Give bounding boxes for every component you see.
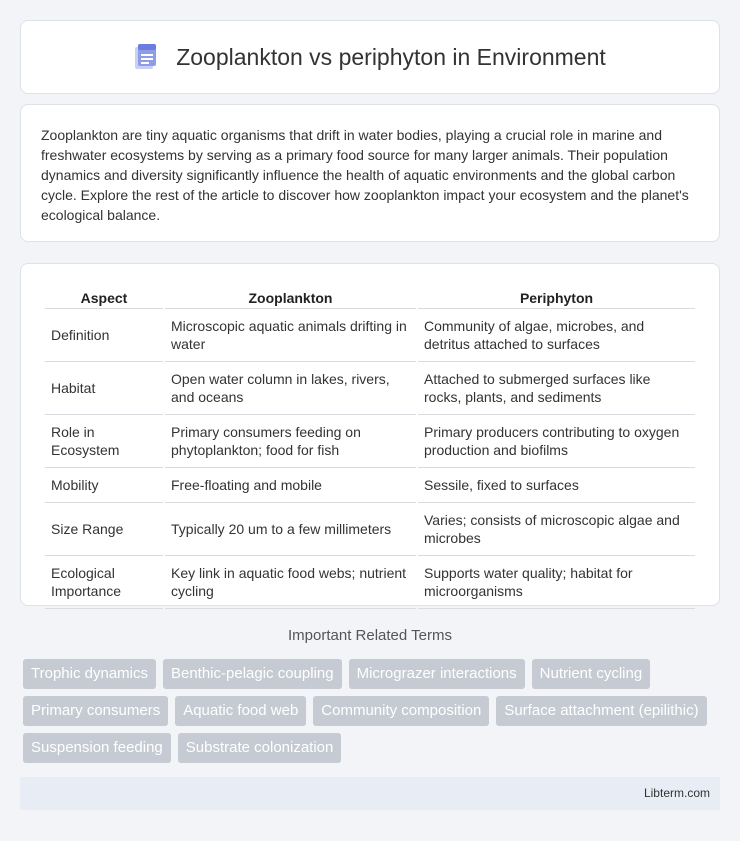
header-periphyton: Periphyton: [418, 284, 695, 309]
table-cell-aspect: Role in Ecosystem: [45, 415, 163, 468]
related-term-tag[interactable]: Primary consumers: [23, 696, 168, 726]
related-term-tag[interactable]: Substrate colonization: [178, 733, 342, 763]
table-row: [45, 309, 695, 362]
table-cell-aspect: Habitat: [45, 362, 163, 415]
related-terms-title: Important Related Terms: [288, 627, 452, 644]
table-cell-zooplankton: Open water column in lakes, rivers, and oceans: [165, 362, 416, 415]
table-cell-periphyton: Community of algae, microbes, and detritus attached to surfaces: [418, 309, 695, 362]
related-term-tag[interactable]: Trophic dynamics: [23, 659, 156, 689]
related-term-tag[interactable]: Nutrient cycling: [532, 659, 651, 689]
table-cell-zooplankton: Microscopic aquatic animals drifting in water: [165, 309, 416, 362]
table-row: [45, 362, 695, 415]
table-cell-aspect: Size Range: [45, 503, 163, 556]
table-cell-periphyton: Attached to submerged surfaces like rocks, plants, and sediments: [418, 362, 695, 415]
table-cell-periphyton: Sessile, fixed to surfaces: [418, 468, 695, 503]
footer-site-link[interactable]: Libterm.com: [643, 786, 710, 800]
table-cell-periphyton: Varies; consists of microscopic algae and microbes: [418, 503, 695, 556]
footer: [20, 777, 720, 810]
table-cell-aspect: Definition: [45, 309, 163, 362]
table-row: [45, 468, 695, 503]
table-header-row: [45, 284, 695, 309]
related-term-tag[interactable]: Community composition: [313, 696, 489, 726]
table-cell-zooplankton: Key link in aquatic food webs; nutrient cycling: [165, 556, 416, 609]
table-cell-periphyton: Primary producers contributing to oxygen production and biofilms: [418, 415, 695, 468]
related-terms-list: [23, 659, 723, 763]
page-title: Zooplankton vs periphyton in Environment: [176, 43, 606, 70]
comparison-table-card: [20, 263, 720, 606]
table-cell-zooplankton: Typically 20 um to a few millimeters: [165, 503, 416, 556]
intro-card: [20, 104, 720, 242]
related-term-tag[interactable]: Aquatic food web: [175, 696, 306, 726]
table-cell-zooplankton: Free-floating and mobile: [165, 468, 416, 503]
related-term-tag[interactable]: Micrograzer interactions: [349, 659, 525, 689]
table-cell-aspect: Ecological Importance: [45, 556, 163, 609]
related-term-tag[interactable]: Suspension feeding: [23, 733, 171, 763]
header-zooplankton: Zooplankton: [165, 284, 416, 309]
table-cell-aspect: Mobility: [45, 468, 163, 503]
comparison-table: [43, 284, 697, 609]
title-card: [20, 20, 720, 94]
table-row: [45, 556, 695, 609]
table-cell-zooplankton: Primary consumers feeding on phytoplankton; food for fish: [165, 415, 416, 468]
related-term-tag[interactable]: Benthic-pelagic coupling: [163, 659, 342, 689]
table-row: [45, 415, 695, 468]
document-icon: [134, 44, 156, 70]
intro-text: Zooplankton are tiny aquatic organisms that drift in water bodies, playing a crucial role in marine and freshwater ecosystems by serving as a primary food source for many larger animals. Their population dynamics and diversity significantly influence the health of aquatic environments and the global carbon cycle. Explore the rest of the article to discover how zooplankton impact your ecosystem and the planet's ecological balance.: [41, 127, 689, 223]
table-cell-periphyton: Supports water quality; habitat for microorganisms: [418, 556, 695, 609]
related-term-tag[interactable]: Surface attachment (epilithic): [496, 696, 706, 726]
header-aspect: Aspect: [45, 284, 163, 309]
table-row: [45, 503, 695, 556]
